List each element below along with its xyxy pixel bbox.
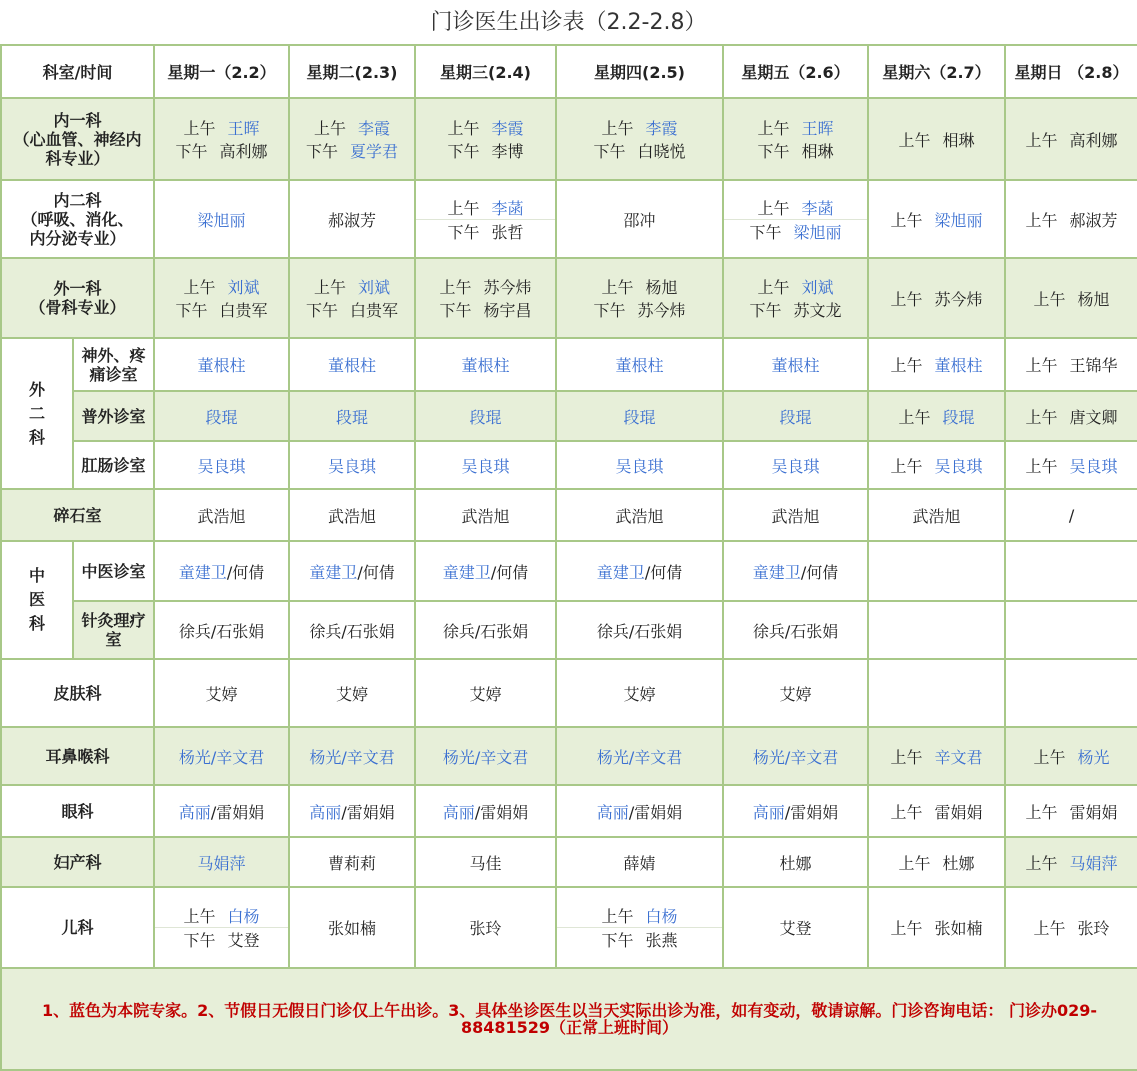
subdept-zhenjiu: 针灸理疗 室	[73, 601, 154, 659]
cell-neike2-wed: 上午 李菡 下午 张哲	[415, 180, 556, 258]
dept-neike1: 内一科 （心血管、神经内 科专业）	[1, 98, 154, 180]
cell-erbihou-tue: 杨光/辛文君	[289, 727, 415, 785]
cell-erbihou-sat: 上午 辛文君	[868, 727, 1005, 785]
cell-neike1-wed: 上午 李霞 下午 李博	[415, 98, 556, 180]
cell-neike1-mon: 上午 王晖 下午 高利娜	[154, 98, 289, 180]
cell-fuchan-mon: 马娟萍	[154, 837, 289, 887]
footer-row	[1, 968, 1137, 1070]
cell-pifu-fri: 艾婷	[723, 659, 868, 727]
cell-yanke-thu: 高丽/雷娟娟	[556, 785, 723, 837]
row-zhongyi	[1, 541, 1137, 601]
cell-erbihou-wed: 杨光/辛文君	[415, 727, 556, 785]
cell-erke-sun: 上午 张玲	[1005, 887, 1137, 968]
day-header-sun: 星期日 （2.8）	[1005, 45, 1137, 98]
cell-gangchang-mon: 吴良琪	[154, 441, 289, 489]
cell-suishi-wed: 武浩旭	[415, 489, 556, 541]
cell-yanke-sun: 上午 雷娟娟	[1005, 785, 1137, 837]
cell-zhenjiu-thu: 徐兵/石张娟	[556, 601, 723, 659]
page-title: 门诊医生出诊表（2.2-2.8）	[430, 10, 707, 35]
dept-yanke: 眼科	[1, 785, 154, 837]
cell-pifu-thu: 艾婷	[556, 659, 723, 727]
cell-fuchan-sat: 上午 杜娜	[868, 837, 1005, 887]
corner-header: 科室/时间	[1, 45, 154, 98]
cell-pifu-mon: 艾婷	[154, 659, 289, 727]
dept-suishi: 碎石室	[1, 489, 154, 541]
cell-zhenjiu-fri: 徐兵/石张娟	[723, 601, 868, 659]
row-zhenjiu	[1, 601, 1137, 659]
cell-neike2-sun: 上午 郝淑芳	[1005, 180, 1137, 258]
cell-puwai-mon: 段琨	[154, 391, 289, 441]
subdept-shenwai: 神外、疼 痛诊室	[73, 338, 154, 391]
cell-fuchan-tue: 曹莉莉	[289, 837, 415, 887]
cell-erke-thu: 上午 白杨 下午 张燕	[556, 887, 723, 968]
cell-neike2-fri: 上午 李菡 下午 梁旭丽	[723, 180, 868, 258]
day-header-mon: 星期一（2.2）	[154, 45, 289, 98]
row-pifu	[1, 659, 1137, 727]
cell-erke-tue: 张如楠	[289, 887, 415, 968]
day-header-tue: 星期二(2.3)	[289, 45, 415, 98]
cell-suishi-thu: 武浩旭	[556, 489, 723, 541]
dept-waike1: 外一科 （骨科专业）	[1, 258, 154, 338]
cell-zhenjiu-mon: 徐兵/石张娟	[154, 601, 289, 659]
row-fuchan	[1, 837, 1137, 887]
cell-erke-fri: 艾登	[723, 887, 868, 968]
cell-neike1-tue: 上午 李霞 下午 夏学君	[289, 98, 415, 180]
cell-shenwai-fri: 董根柱	[723, 338, 868, 391]
cell-suishi-fri: 武浩旭	[723, 489, 868, 541]
cell-erbihou-thu: 杨光/辛文君	[556, 727, 723, 785]
row-waike2-puwai	[1, 391, 1137, 441]
cell-neike2-tue: 郝淑芳	[289, 180, 415, 258]
cell-waike1-sun: 上午 杨旭	[1005, 258, 1137, 338]
cell-zhenjiu-sat	[868, 601, 1005, 659]
day-header-sat: 星期六（2.7）	[868, 45, 1005, 98]
dept-fuchan: 妇产科	[1, 837, 154, 887]
row-waike2-gangchang	[1, 441, 1137, 489]
day-header-fri: 星期五（2.6）	[723, 45, 868, 98]
cell-yanke-tue: 高丽/雷娟娟	[289, 785, 415, 837]
cell-zhongyi-thu: 童建卫/何倩	[556, 541, 723, 601]
dept-zhongyike: 中 医 科	[1, 541, 73, 659]
cell-zhongyi-wed: 童建卫/何倩	[415, 541, 556, 601]
cell-neike1-sun: 上午 高利娜	[1005, 98, 1137, 180]
cell-puwai-thu: 段琨	[556, 391, 723, 441]
cell-suishi-tue: 武浩旭	[289, 489, 415, 541]
cell-fuchan-thu: 薛婧	[556, 837, 723, 887]
cell-erke-wed: 张玲	[415, 887, 556, 968]
header-row	[1, 45, 1137, 98]
cell-shenwai-tue: 董根柱	[289, 338, 415, 391]
cell-neike2-mon: 梁旭丽	[154, 180, 289, 258]
subdept-zhongyi: 中医诊室	[73, 541, 154, 601]
cell-erbihou-fri: 杨光/辛文君	[723, 727, 868, 785]
cell-puwai-wed: 段琨	[415, 391, 556, 441]
footer-note: 1、蓝色为本院专家。2、节假日无假日门诊仅上午出诊。3、具体坐诊医生以当天实际出诊为准，如有变动，敬请谅解。门诊咨询电话： 门诊办029-88481529（正常上班时间）	[1, 968, 1137, 1070]
cell-shenwai-sun: 上午 王锦华	[1005, 338, 1137, 391]
cell-suishi-sat: 武浩旭	[868, 489, 1005, 541]
cell-pifu-tue: 艾婷	[289, 659, 415, 727]
dept-erke: 儿科	[1, 887, 154, 968]
row-erbihou	[1, 727, 1137, 785]
row-erke	[1, 887, 1137, 968]
cell-suishi-mon: 武浩旭	[154, 489, 289, 541]
cell-puwai-sat: 上午 段琨	[868, 391, 1005, 441]
cell-zhongyi-sun	[1005, 541, 1137, 601]
cell-pifu-sun	[1005, 659, 1137, 727]
cell-neike1-thu: 上午 李霞 下午 白晓悦	[556, 98, 723, 180]
cell-zhenjiu-wed: 徐兵/石张娟	[415, 601, 556, 659]
cell-waike1-wed: 上午 苏今炜 下午 杨宇昌	[415, 258, 556, 338]
dept-pifu: 皮肤科	[1, 659, 154, 727]
cell-gangchang-sat: 上午 吴良琪	[868, 441, 1005, 489]
cell-puwai-fri: 段琨	[723, 391, 868, 441]
cell-gangchang-tue: 吴良琪	[289, 441, 415, 489]
cell-shenwai-wed: 董根柱	[415, 338, 556, 391]
cell-erbihou-mon: 杨光/辛文君	[154, 727, 289, 785]
cell-yanke-fri: 高丽/雷娟娟	[723, 785, 868, 837]
cell-waike1-thu: 上午 杨旭 下午 苏今炜	[556, 258, 723, 338]
subdept-gangchang: 肛肠诊室	[73, 441, 154, 489]
cell-gangchang-sun: 上午 吴良琪	[1005, 441, 1137, 489]
row-neike2	[1, 180, 1137, 258]
cell-waike1-mon: 上午 刘斌 下午 白贵军	[154, 258, 289, 338]
cell-yanke-wed: 高丽/雷娟娟	[415, 785, 556, 837]
cell-neike2-thu: 邵冲	[556, 180, 723, 258]
cell-shenwai-sat: 上午 董根柱	[868, 338, 1005, 391]
cell-neike1-sat: 上午 相琳	[868, 98, 1005, 180]
dept-waike2: 外 二 科	[1, 338, 73, 489]
cell-zhongyi-tue: 童建卫/何倩	[289, 541, 415, 601]
cell-erbihou-sun: 上午 杨光	[1005, 727, 1137, 785]
cell-puwai-sun: 上午 唐文卿	[1005, 391, 1137, 441]
cell-neike1-fri: 上午 王晖 下午 相琳	[723, 98, 868, 180]
dept-neike2: 内二科 （呼吸、消化、 内分泌专业）	[1, 180, 154, 258]
cell-gangchang-wed: 吴良琪	[415, 441, 556, 489]
cell-waike1-tue: 上午 刘斌 下午 白贵军	[289, 258, 415, 338]
cell-yanke-sat: 上午 雷娟娟	[868, 785, 1005, 837]
schedule-table	[0, 44, 1137, 1071]
cell-gangchang-thu: 吴良琪	[556, 441, 723, 489]
row-neike1	[1, 98, 1137, 180]
cell-suishi-sun: /	[1005, 489, 1137, 541]
row-yanke	[1, 785, 1137, 837]
cell-zhongyi-mon: 童建卫/何倩	[154, 541, 289, 601]
cell-zhongyi-sat	[868, 541, 1005, 601]
cell-gangchang-fri: 吴良琪	[723, 441, 868, 489]
cell-puwai-tue: 段琨	[289, 391, 415, 441]
row-waike2-shenwai	[1, 338, 1137, 391]
cell-erke-sat: 上午 张如楠	[868, 887, 1005, 968]
cell-shenwai-thu: 董根柱	[556, 338, 723, 391]
subdept-puwai: 普外诊室	[73, 391, 154, 441]
cell-yanke-mon: 高丽/雷娟娟	[154, 785, 289, 837]
cell-waike1-fri: 上午 刘斌 下午 苏文龙	[723, 258, 868, 338]
cell-fuchan-wed: 马佳	[415, 837, 556, 887]
cell-neike2-sat: 上午 梁旭丽	[868, 180, 1005, 258]
row-suishi	[1, 489, 1137, 541]
cell-waike1-sat: 上午 苏今炜	[868, 258, 1005, 338]
cell-zhenjiu-sun	[1005, 601, 1137, 659]
cell-zhongyi-fri: 童建卫/何倩	[723, 541, 868, 601]
row-waike1	[1, 258, 1137, 338]
cell-pifu-sat	[868, 659, 1005, 727]
dept-erbihou: 耳鼻喉科	[1, 727, 154, 785]
cell-shenwai-mon: 董根柱	[154, 338, 289, 391]
cell-erke-mon: 上午 白杨 下午 艾登	[154, 887, 289, 968]
cell-fuchan-fri: 杜娜	[723, 837, 868, 887]
day-header-thu: 星期四(2.5)	[556, 45, 723, 98]
cell-pifu-wed: 艾婷	[415, 659, 556, 727]
cell-zhenjiu-tue: 徐兵/石张娟	[289, 601, 415, 659]
day-header-wed: 星期三(2.4)	[415, 45, 556, 98]
cell-fuchan-sun: 上午 马娟萍	[1005, 837, 1137, 887]
